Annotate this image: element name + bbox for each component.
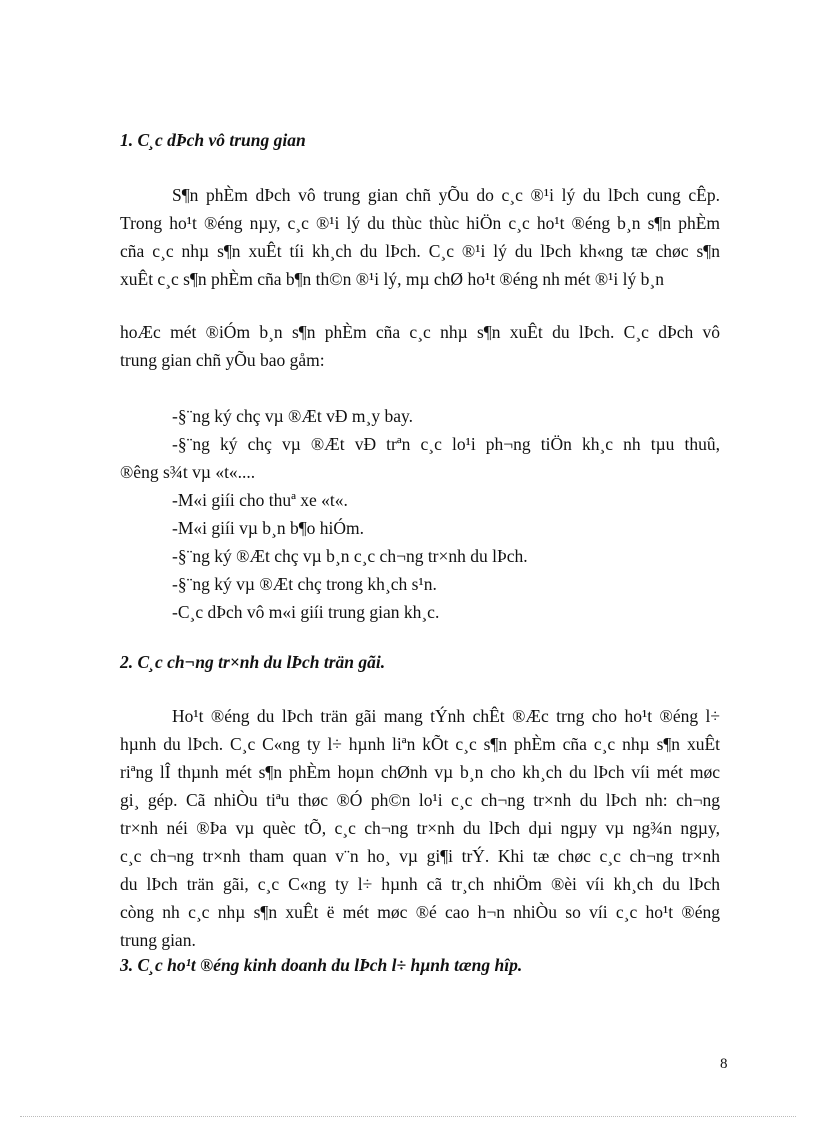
paragraph-line: tr×nh néi ®Þa vµ quèc tÕ, c¸c ch¬ng tr×nh du lÞch dµi ngµy vµ ng¾n ngµy, [120, 818, 720, 838]
paragraph-line: hµnh du lÞch. C¸c C«ng ty l÷ hµnh liªn kÕt c¸c s¶n phÈm cña c¸c nhµ s¶n xuÊt [120, 734, 720, 754]
paragraph-line: c¸c ch¬ng tr×nh tham quan v¨n ho¸ vµ gi¶i trÝ. Khi tæ chøc c¸c ch¬ng tr×nh [120, 846, 720, 866]
page-number: 8 [720, 1056, 728, 1072]
list-item: -§¨ng ký ®Æt chç vµ b¸n c¸c ch¬ng tr×nh du lÞch. [172, 546, 528, 566]
paragraph-package-tours [120, 702, 720, 954]
list-item: -§¨ng ký chç vµ ®Æt vÐ m¸y bay. [172, 406, 413, 426]
section-heading-1: 1. C¸c dÞch vô trung gian [120, 130, 306, 150]
services-list [120, 402, 720, 626]
list-item: -C¸c dÞch vô m«i giíi trung gian kh¸c. [172, 602, 440, 622]
paragraph-line: cña c¸c nhµ s¶n xuÊt tíi kh¸ch du lÞch. C¸c ®¹i lý du lÞch kh«ng tæ chøc s¶n [120, 241, 720, 261]
list-item-continuation: ®êng s¾t vµ «t«.... [120, 462, 256, 482]
paragraph-intermediary-list-intro [120, 318, 720, 374]
paragraph-line: trung gian. [120, 930, 196, 950]
list-item: -M«i giíi vµ b¸n b¶o hiÓm. [172, 518, 365, 538]
paragraph-line: xuÊt c¸c s¶n phÈm cña b¶n th©n ®¹i lý, mµ chØ ho¹t ®éng nh mét ®¹i lý b¸n [120, 269, 664, 289]
section-heading-2: 2. C¸c ch¬ng tr×nh du lÞch trän gãi. [120, 652, 386, 672]
paragraph-line: Ho¹t ®éng du lÞch trän gãi mang tÝnh chÊt ®Æc trng cho ho¹t ®éng l÷ [172, 706, 720, 726]
paragraph-line: du lÞch trän gãi, c¸c C«ng ty l÷ hµnh cã tr¸ch nhiÖm ®èi víi kh¸ch du lÞch [120, 874, 720, 894]
paragraph-line: gi¸ gép. Cã nhiÒu tiªu thøc ®Ó ph©n lo¹i c¸c ch¬ng tr×nh du lÞch nh: ch¬ng [120, 790, 720, 810]
paragraph-line: hoÆc mét ®iÓm b¸n s¶n phÈm cña c¸c nhµ s¶n xuÊt du lÞch. C¸c dÞch vô [120, 322, 720, 342]
page-bottom-divider [20, 1116, 796, 1117]
paragraph-line: riªng lÎ thµnh mét s¶n phÈm hoµn chØnh vµ b¸n cho kh¸ch du lÞch víi mét møc [120, 762, 720, 782]
paragraph-intermediary-services [120, 181, 720, 293]
list-item: -M«i giíi cho thuª xe «t«. [172, 490, 348, 510]
paragraph-line: trung gian chñ yÕu bao gåm: [120, 350, 325, 370]
paragraph-line: S¶n phÈm dÞch vô trung gian chñ yÕu do c¸c ®¹i lý du lÞch cung cÊp. [172, 185, 720, 205]
section-heading-3: 3. C¸c ho¹t ®éng kinh doanh du lÞch l÷ hµnh tæng hîp. [120, 955, 523, 975]
list-item: -§¨ng ký vµ ®Æt chç trong kh¸ch s¹n. [172, 574, 437, 594]
paragraph-line: Trong ho¹t ®éng nµy, c¸c ®¹i lý du thùc thùc hiÖn c¸c ho¹t ®éng b¸n s¶n phÈm [120, 213, 720, 233]
list-item: -§¨ng ký chç vµ ®Æt vÐ trªn c¸c lo¹i ph¬ng tiÖn kh¸c nh tµu thuû, [172, 434, 720, 454]
paragraph-line: còng nh c¸c nhµ s¶n xuÊt ë mét møc ®é cao h¬n nhiÒu so víi c¸c ho¹t ®éng [120, 902, 720, 922]
